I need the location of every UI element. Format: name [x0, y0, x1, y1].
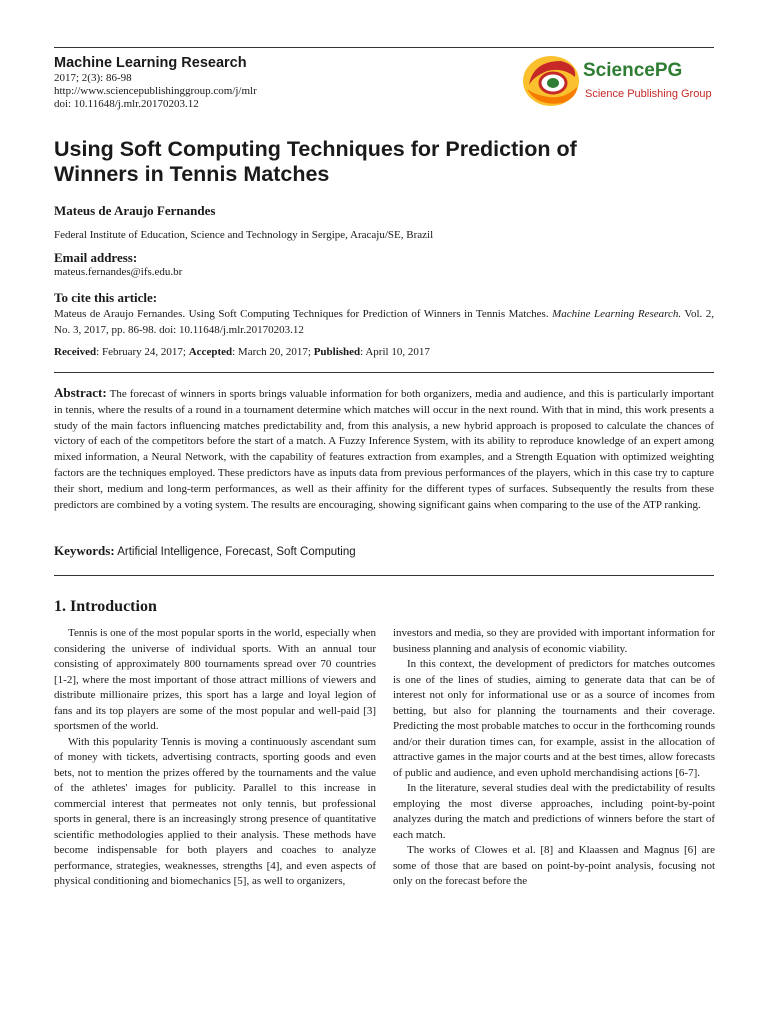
journal-name: Machine Learning Research: [54, 55, 247, 71]
cite-heading: To cite this article:: [54, 290, 158, 305]
logo-subtitle: Science Publishing Group: [585, 88, 712, 100]
logo-wordmark: SciencePG: [583, 60, 683, 81]
article-dates: [54, 346, 430, 358]
received-date: : February 24, 2017;: [96, 346, 189, 358]
abstract-label: Abstract:: [54, 385, 107, 400]
cite-main: Mateus de Araujo Fernandes. Using Soft Computing Techniques for Prediction of Winners in Tennis Matches.: [54, 308, 549, 320]
email-address[interactable]: mateus.fernandes@ifs.edu.br: [54, 266, 183, 278]
abstract-text: The forecast of winners in sports brings valuable information for both organizers, media and audience, and this is particularly important in tennis, where the results of a round in a tournament determine which matches will occur in the next round. With that in mind, this work presents a study of the main factors influencing matches predictability and, from this analysis, a new hybrid approach is proposed to calculate the chances of victory of each of the competitors before the start of a match. A Fuzzy Inference System, with its ability to reproduce knowledge of an expert among mixed information, a Neural Network, with the capability of features extraction from examples, and a Strength Equation with optimized weighting factors are the techniques employed. These predictors have as inputs data from previous performances of the players, which in this case try to capture their short, medium and long-term performances, as well as their affinity for the different types of surfaces. Subsequently the results from these predictors are combined by a voting system. The results are encouraging, showing significant gains when comparing to the use of the ATP ranking.: [54, 388, 714, 511]
paragraph: The works of Clowes et al. [8] and Klaassen and Magnus [6] are some of those that are based on point-by-point analysis, focusing not only on the forecast before the: [393, 844, 715, 887]
body-column-left: [54, 626, 376, 890]
article-title: [54, 137, 694, 187]
accepted-label: Accepted: [188, 346, 233, 358]
header-rule: [54, 47, 714, 48]
section-heading-introduction: 1. Introduction: [54, 598, 157, 615]
paragraph: Tennis is one of the most popular sports in the world, especially when considering the universe of individual sports. With an annual tour consisting of approximately 800 tournaments spread over 70 countries [1-2], where the most important of those attract millions of viewers and distribute millionaire prizes, this sport has a large and loyal legion of fans and its top players are some of the most popular and well-paid [3] sportsmen of the world.: [54, 627, 376, 732]
abstract-bottom-rule: [54, 575, 714, 576]
journal-doi[interactable]: doi: 10.11648/j.mlr.20170203.12: [54, 98, 199, 110]
keywords: [54, 543, 356, 559]
published-label: Published: [313, 346, 361, 358]
cite-journal: Machine Learning Research.: [552, 308, 682, 320]
published-date: : April 10, 2017: [360, 346, 430, 358]
body-column-right: [393, 626, 715, 890]
abstract: [54, 385, 714, 513]
received-label: Received: [54, 346, 97, 358]
title-line-2: Winners in Tennis Matches: [54, 162, 330, 186]
paragraph-continued: investors and media, so they are provided with important information for business planning and analysis of economic viability.: [393, 627, 715, 655]
journal-url[interactable]: http://www.sciencepublishinggroup.com/j/mlr: [54, 85, 257, 97]
paragraph: With this popularity Tennis is moving a continuously ascendant sum of money with tickets, advertising contracts, sporting goods and even bets, not to mention the prizes offered by the tournaments and the value of the athletes' images for publicity. Parallel to this increase in commercial interest that permeates not only tennis, but professional sports in general, there is an increasingly strong presence of quantitative scientific methodologies applied to their analysis. These methods have become indispensable for both players and coaches to analyze performance, strategies, weaknesses, strengths [4], and even aspects of physical conditioning and biomechanics [5], as well to organizers,: [54, 735, 376, 887]
journal-issue: 2017; 2(3): 86-98: [54, 72, 132, 84]
author-name: Mateus de Araujo Fernandes: [54, 203, 216, 218]
affiliation: Federal Institute of Education, Science and Technology in Sergipe, Aracaju/SE, Brazil: [54, 229, 434, 241]
paragraph: In this context, the development of predictors for matches outcomes is one of the lines of studies, aiming to generate data that can be of interest not only for informational use or as a source of incomes from betting, but also for planning the tournaments and their coverage. Predicting the most probable matches to occur in the forthcoming rounds and/or their duration times can, for example, assist in the allocation of attractive games in the major courts and at the best times, allow forecasts of public and audience, and even uphold merchandising actions [6-7].: [393, 658, 715, 779]
cite-volume: Vol. 2, No. 3, 2017, pp. 86-98. doi: 10.11648/j.mlr.20170203.12: [54, 308, 714, 336]
email-heading: Email address:: [54, 250, 138, 265]
keywords-label: Keywords:: [54, 543, 115, 558]
cite-text: [54, 306, 714, 338]
paragraph: In the literature, several studies deal with the predictability of results employing the most diverse approaches, including point-by-point analyzes during the match and predictions of winners before the start of each match.: [393, 782, 715, 841]
title-line-1: Using Soft Computing Techniques for Prediction of: [54, 137, 577, 161]
keywords-text: Artificial Intelligence, Forecast, Soft Computing: [117, 546, 356, 558]
abstract-top-rule: [54, 372, 714, 373]
accepted-date: : March 20, 2017;: [232, 346, 314, 358]
